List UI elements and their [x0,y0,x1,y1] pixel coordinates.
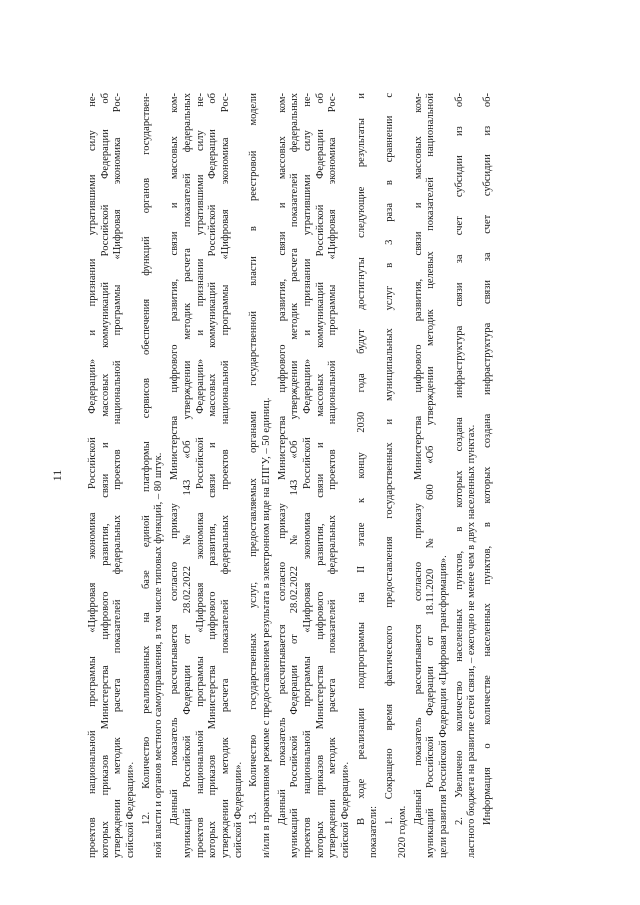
text-line: проектов национальной программы «Цифровая экономика Российской Федерации» и признании утратившими силу не- [302,93,313,858]
text-line: муникаций Российской Федерации от 28.02.2022 № 143 «Об утверждении методик расчета показателей федеральных [181,93,193,858]
text-line: Данный показатель рассчитывается согласно приказу Министерства цифрового развития, связи и массовых ком- [169,93,181,825]
text-line: утверждении методик расчета показателей федеральных проектов национальной программы «Цифровая экономика Рос- [219,93,231,858]
rotated-content [50,93,585,858]
text-line: утверждении методик расчета показателей федеральных проектов национальной программы «Цифровая экономика Рос- [327,93,339,858]
text-line: В ходе реализации подпрограммы на II этапе к концу 2030 года будут достигнуты следующие результаты и [355,93,367,825]
text-line: проектов национальной программы «Цифровая экономика Российской Федерации» и признании утратившими силу не- [194,93,206,858]
text-line: 1. Сокращено время фактического предоставления государственных и муниципальных услуг в 3 раза в сравнении с [384,93,396,825]
text-line: ластного бюджета на развитие сетей связи, – ежегодно не менее чем в двух населенных пунктах. [466,424,478,858]
page-number: 11 [50,469,64,482]
text-line: Информация о количестве населенных пунктов, в которых создана инфраструктура связи за счет субсидии из об- [481,93,493,825]
text-line: 2. Увеличено количество населенных пунктов, в которых создана инфраструктура связи за счет субсидии из об- [453,93,465,825]
text-line: ной власти и органов местного самоуправления, в том числе типовых функций, – 80 штук. [153,452,165,858]
text-line: которых приказов Министерства цифрового развития, связи и массовых коммуникаций Российской Федерации об [207,93,219,858]
text-line: показатели: [368,805,380,858]
text-line: 13. Количество государственных услуг, предоставляемых органами государственной власти в реестровой модели [248,93,260,825]
text-line: Данный показатель рассчитывается согласно приказу Министерства цифрового развития, связи и массовых ком- [412,93,424,825]
text-line: и/или в проактивном режиме с предоставлением результата в электронном виде на ЕПГУ, – 50 единиц. [260,397,272,858]
text-line: сийской Федерации». [125,761,137,858]
text-line: проектов национальной программы «Цифровая экономика Российской Федерации» и признании утратившими силу не- [87,93,98,858]
text-line: сийской Федерации». [340,761,352,858]
text-line: муникаций Российской Федерации от 18.11.2020 № 600 «Об утверждении методик целевых показателей национальной [425,93,437,858]
text-line: которых приказов Министерства цифрового развития, связи и массовых коммуникаций Российской Федерации об [99,93,111,858]
document-body [87,93,495,858]
text-line: цели развития Российской Федерации «Цифровая трансформация». [437,555,449,858]
text-line: которых приказов Министерства цифрового развития, связи и массовых коммуникаций Российской Федерации об [314,93,326,858]
text-line: сийской Федерации». [232,761,244,858]
text-line: 2020 годом. [396,805,408,858]
text-line: муникаций Российской Федерации от 28.02.2022 № 143 «Об утверждении методик расчета показателей федеральных [289,93,301,858]
text-line: Данный показатель рассчитывается согласно приказу Министерства цифрового развития, связи и массовых ком- [276,93,288,825]
text-line: утверждении методик расчета показателей федеральных проектов национальной программы «Цифровая экономика Рос- [112,93,124,858]
text-line: 12. Количество реализованных на базе единой платформы сервисов обеспечения функций органов государствен- [140,93,152,825]
